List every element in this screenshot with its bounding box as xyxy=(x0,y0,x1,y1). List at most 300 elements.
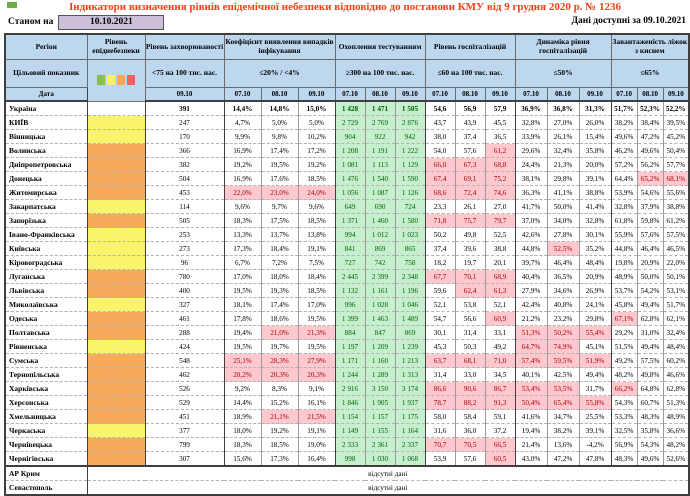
table-row xyxy=(5,382,689,396)
beds-value-cell: 19,8% xyxy=(611,256,637,270)
region-cell: Севастополь xyxy=(5,481,87,496)
hosp-value-cell: 58,4 xyxy=(455,410,485,424)
pos-value-cell: 9,2% xyxy=(224,382,261,396)
table-row xyxy=(5,452,689,467)
beds-value-cell: 31,0% xyxy=(637,326,663,340)
data-available-date: 09.10.2021 xyxy=(643,16,686,26)
beds-value-cell: 49,6% xyxy=(637,452,663,467)
region-cell: Закарпатська xyxy=(5,200,87,214)
beds-value-cell: 57,6% xyxy=(637,228,663,242)
region-cell: Хмельницька xyxy=(5,410,87,424)
hosp-value-cell: 33,1 xyxy=(485,326,515,340)
table-row xyxy=(5,284,689,298)
level-cell xyxy=(87,452,145,467)
pos-value-cell: 18,5% xyxy=(298,214,335,228)
test-value-cell: 942 xyxy=(395,130,425,144)
test-value-cell: 1 157 xyxy=(365,410,395,424)
test-value-cell: 1 129 xyxy=(395,158,425,172)
dyn-value-cell: 24,1% xyxy=(579,298,611,312)
beds-value-cell: 62,1% xyxy=(663,312,689,326)
header-group-level: Рівень епіднебезпеки xyxy=(87,34,145,60)
dyn-value-cell: 48,4% xyxy=(579,256,611,270)
level-cell xyxy=(87,200,145,214)
beds-value-cell: 38,4% xyxy=(637,116,663,130)
beds-value-cell: 49,2% xyxy=(611,354,637,368)
pos-value-cell: 22,0% xyxy=(224,186,261,200)
hosp-value-cell: 58,0 xyxy=(425,410,455,424)
hosp-value-cell: 34,5 xyxy=(485,368,515,382)
hosp-value-cell: 57,6 xyxy=(455,452,485,467)
pos-value-cell: 8,3% xyxy=(261,382,298,396)
beds-value-cell: 48,2% xyxy=(663,438,689,452)
cases-cell: 307 xyxy=(145,452,224,467)
region-cell: Херсонська xyxy=(5,396,87,410)
dyn-value-cell: 38,1% xyxy=(515,172,547,186)
table-body xyxy=(5,101,689,495)
beds-value-cell: 45,8% xyxy=(611,298,637,312)
date-cell: 07.10 xyxy=(224,88,261,102)
test-value-cell: 2 399 xyxy=(365,270,395,284)
test-value-cell: 1 239 xyxy=(395,340,425,354)
no-data-cell: відсутні дані xyxy=(87,466,689,481)
dyn-value-cell: 65,4% xyxy=(547,396,579,410)
pos-value-cell: 7,2% xyxy=(261,256,298,270)
test-value-cell: 1 175 xyxy=(395,410,425,424)
pos-value-cell: 17,3% xyxy=(261,452,298,467)
table-row xyxy=(5,270,689,284)
hosp-value-cell: 53,8 xyxy=(455,298,485,312)
pos-value-cell: 19,1% xyxy=(298,424,335,438)
pos-value-cell: 28,3% xyxy=(261,354,298,368)
test-value-cell: 1 937 xyxy=(395,396,425,410)
beds-value-cell: 55,6% xyxy=(663,186,689,200)
region-cell: Чернігівська xyxy=(5,452,87,467)
test-value-cell: 1 030 xyxy=(365,452,395,467)
table-row xyxy=(5,424,689,438)
test-value-cell: 1 428 xyxy=(335,101,365,116)
pos-value-cell: 18,3% xyxy=(224,214,261,228)
pos-value-cell: 13,8% xyxy=(298,228,335,242)
pos-value-cell: 14,4% xyxy=(224,396,261,410)
pos-value-cell: 16,9% xyxy=(224,172,261,186)
region-header: Регіон xyxy=(5,34,87,60)
test-value-cell: 1 196 xyxy=(395,284,425,298)
test-value-cell: 1 160 xyxy=(365,354,395,368)
pos-value-cell: 19,5% xyxy=(261,158,298,172)
hosp-value-cell: 43,9 xyxy=(455,116,485,130)
table-row-no-data xyxy=(5,466,689,481)
hosp-value-cell: 68,6 xyxy=(425,186,455,200)
test-value-cell: 1 113 xyxy=(365,158,395,172)
level-cell xyxy=(87,368,145,382)
test-value-cell: 1 028 xyxy=(365,298,395,312)
beds-value-cell: 32,5% xyxy=(611,424,637,438)
region-cell: Дніпропетровська xyxy=(5,158,87,172)
hosp-value-cell: 19,7 xyxy=(455,256,485,270)
test-value-cell: 1 197 xyxy=(335,340,365,354)
test-value-cell: 1 460 xyxy=(365,214,395,228)
test-value-cell: 1 476 xyxy=(335,172,365,186)
region-cell: Миколаївська xyxy=(5,298,87,312)
dyn-value-cell: 40,1% xyxy=(515,368,547,382)
pos-value-cell: 15,0% xyxy=(298,101,335,116)
table-row xyxy=(5,186,689,200)
cases-cell: 526 xyxy=(145,382,224,396)
test-value-cell: 2 729 xyxy=(335,116,365,130)
beds-value-cell: 57,2% xyxy=(611,158,637,172)
hosp-value-cell: 37,4 xyxy=(425,242,455,256)
pos-value-cell: 21,0% xyxy=(261,326,298,340)
test-value-cell: 1 489 xyxy=(395,312,425,326)
level-cell xyxy=(87,144,145,158)
beds-value-cell: 68,1% xyxy=(663,172,689,186)
header-group-hosp: Рівень госпіталізацій xyxy=(425,34,515,60)
beds-value-cell: 54,3% xyxy=(637,438,663,452)
test-value-cell: 2 333 xyxy=(335,438,365,452)
beds-value-cell: 46,6% xyxy=(663,368,689,382)
dyn-value-cell: 29,8% xyxy=(579,312,611,326)
hosp-value-cell: 56,6 xyxy=(455,312,485,326)
date-cell: 08.10 xyxy=(637,88,663,102)
level-cell xyxy=(87,298,145,312)
cases-cell: 273 xyxy=(145,242,224,256)
cases-cell: 548 xyxy=(145,354,224,368)
hosp-value-cell: 39,6 xyxy=(455,242,485,256)
dyn-value-cell: 27,9% xyxy=(515,284,547,298)
beds-value-cell: 50,1% xyxy=(663,270,689,284)
table-row xyxy=(5,228,689,242)
pos-value-cell: 10,2% xyxy=(298,130,335,144)
beds-value-cell: 61,8% xyxy=(611,214,637,228)
level-legend xyxy=(87,60,145,102)
pos-value-cell: 7,5% xyxy=(298,256,335,270)
hosp-value-cell: 33,0 xyxy=(455,368,485,382)
beds-value-cell: 57,7% xyxy=(663,158,689,172)
hosp-value-cell: 60,5 xyxy=(485,452,515,467)
dyn-value-cell: 27,0% xyxy=(547,116,579,130)
status-bar xyxy=(8,15,686,31)
beds-value-cell: 53,1% xyxy=(663,284,689,298)
level-cell xyxy=(87,438,145,452)
cases-cell: 377 xyxy=(145,424,224,438)
pos-value-cell: 18,1% xyxy=(224,298,261,312)
table-row xyxy=(5,340,689,354)
beds-value-cell: 54,3% xyxy=(611,396,637,410)
dyn-value-cell: 49,4% xyxy=(579,368,611,382)
hosp-value-cell: 69,1 xyxy=(455,172,485,186)
dyn-value-cell: 38,8% xyxy=(579,186,611,200)
region-cell: Україна xyxy=(5,101,87,116)
table-row xyxy=(5,298,689,312)
level-cell xyxy=(87,101,145,116)
dyn-value-cell: 36,5% xyxy=(547,270,579,284)
cases-cell: 253 xyxy=(145,228,224,242)
corner-marker-icon xyxy=(7,2,17,8)
dyn-value-cell: 74,9% xyxy=(547,340,579,354)
test-value-cell: 1 161 xyxy=(365,284,395,298)
pos-value-cell: 9,9% xyxy=(224,130,261,144)
beds-value-cell: 54,2% xyxy=(637,284,663,298)
test-value-cell: 1 289 xyxy=(365,368,395,382)
dyn-value-cell: 20,0% xyxy=(579,158,611,172)
beds-value-cell: 59,8% xyxy=(637,214,663,228)
hosp-value-cell: 36,0 xyxy=(455,424,485,438)
hosp-value-cell: 60,9 xyxy=(485,312,515,326)
beds-value-cell: 20,9% xyxy=(637,256,663,270)
pos-value-cell: 16,4% xyxy=(298,452,335,467)
hosp-value-cell: 45,5 xyxy=(485,116,515,130)
level-cell xyxy=(87,396,145,410)
beds-value-cell: 52,6% xyxy=(663,452,689,467)
table-row xyxy=(5,242,689,256)
dyn-value-cell: 50,4% xyxy=(515,396,547,410)
hosp-value-cell: 53,9 xyxy=(425,452,455,467)
dyn-value-cell: 47,8% xyxy=(579,452,611,467)
dyn-value-cell: 50,0% xyxy=(547,200,579,214)
beds-value-cell: 56,2% xyxy=(637,158,663,172)
hosp-value-cell: 88,2 xyxy=(455,396,485,410)
level-cell xyxy=(87,410,145,424)
header-group-test: Охоплення тестуванням xyxy=(335,34,425,60)
header-group-dyn: Динаміка рівня госпіталізацій xyxy=(515,34,611,60)
target-cases: <75 на 100 тис. нас. xyxy=(145,60,224,88)
level-legend-swatch xyxy=(107,75,115,85)
indicator-table xyxy=(4,33,690,496)
beds-value-cell: 48,9% xyxy=(663,410,689,424)
table-header xyxy=(5,34,689,101)
dyn-value-cell: 39,1% xyxy=(579,424,611,438)
hosp-value-cell: 54,0 xyxy=(425,144,455,158)
pos-value-cell: 17,6% xyxy=(261,172,298,186)
date-cell: 09.10 xyxy=(485,88,515,102)
region-cell: Львівська xyxy=(5,284,87,298)
region-cell: Івано-Франківська xyxy=(5,228,87,242)
data-available xyxy=(572,16,687,26)
dyn-value-cell: 39,1% xyxy=(579,172,611,186)
table-row xyxy=(5,144,689,158)
beds-value-cell: 50,4% xyxy=(663,144,689,158)
dyn-value-cell: 36,9% xyxy=(515,101,547,116)
pos-value-cell: 5,0% xyxy=(298,116,335,130)
test-value-cell: 2 348 xyxy=(395,270,425,284)
table-row xyxy=(5,172,689,186)
beds-value-cell: 65,2% xyxy=(637,172,663,186)
dyn-value-cell: 29,6% xyxy=(515,144,547,158)
no-data-cell: відсутні дані xyxy=(87,481,689,496)
pos-value-cell: 9,1% xyxy=(298,382,335,396)
level-cell xyxy=(87,186,145,200)
beds-value-cell: 46,5% xyxy=(663,242,689,256)
hosp-value-cell: 71,8 xyxy=(425,214,455,228)
dyn-value-cell: -4,2% xyxy=(579,438,611,452)
region-cell: Вінницька xyxy=(5,130,87,144)
date-cell: 09.10 xyxy=(663,88,689,102)
hosp-value-cell: 86,6 xyxy=(425,382,455,396)
pos-value-cell: 18,5% xyxy=(298,284,335,298)
pos-value-cell: 18,0% xyxy=(224,424,261,438)
dyn-value-cell: 32,8% xyxy=(579,214,611,228)
beds-value-cell: 44,8% xyxy=(611,242,637,256)
pos-value-cell: 16,1% xyxy=(298,396,335,410)
beds-value-cell: 36,6% xyxy=(663,424,689,438)
hosp-value-cell: 54,6 xyxy=(425,101,455,116)
region-cell: Рівненська xyxy=(5,340,87,354)
hosp-value-cell: 36,5 xyxy=(485,130,515,144)
pos-value-cell: 18,3% xyxy=(224,438,261,452)
region-cell: Харківська xyxy=(5,382,87,396)
level-cell xyxy=(87,214,145,228)
pos-value-cell: 17,5% xyxy=(261,214,298,228)
pos-value-cell: 4,7% xyxy=(224,116,261,130)
beds-value-cell: 64,4% xyxy=(611,172,637,186)
table-row xyxy=(5,116,689,130)
header-row-targets xyxy=(5,60,689,88)
test-value-cell: 1 164 xyxy=(395,424,425,438)
pos-value-cell: 20,2% xyxy=(224,368,261,382)
region-cell: Тернопільська xyxy=(5,368,87,382)
pos-value-cell: 5,0% xyxy=(261,116,298,130)
beds-value-cell: 57,5% xyxy=(637,354,663,368)
cases-cell: 327 xyxy=(145,298,224,312)
dyn-value-cell: 51,9% xyxy=(579,354,611,368)
dyn-value-cell: 45,1% xyxy=(579,340,611,354)
test-value-cell: 1 056 xyxy=(335,186,365,200)
hosp-value-cell: 31,4 xyxy=(425,368,455,382)
dyn-value-cell: 40,8% xyxy=(547,298,579,312)
beds-value-cell: 48,3% xyxy=(637,410,663,424)
beds-value-cell: 57,5% xyxy=(663,228,689,242)
date-cell: 08.10 xyxy=(547,88,579,102)
test-value-cell: 1 580 xyxy=(395,214,425,228)
pos-value-cell: 27,9% xyxy=(298,354,335,368)
cases-cell: 170 xyxy=(145,130,224,144)
beds-value-cell: 50,0% xyxy=(637,270,663,284)
data-available-label: Дані доступні за xyxy=(571,16,641,26)
hosp-value-cell: 38,0 xyxy=(425,130,455,144)
cases-cell: 529 xyxy=(145,396,224,410)
test-value-cell: 996 xyxy=(335,298,365,312)
level-legend-swatch xyxy=(127,75,135,85)
dyn-value-cell: 57,4% xyxy=(515,354,547,368)
beds-value-cell: 46,4% xyxy=(637,242,663,256)
dyn-value-cell: 30,1% xyxy=(579,228,611,242)
pos-value-cell: 14,4% xyxy=(224,101,261,116)
dyn-value-cell: 34,0% xyxy=(547,214,579,228)
dyn-value-cell: 50,2% xyxy=(547,326,579,340)
test-value-cell: 1 213 xyxy=(395,354,425,368)
dyn-value-cell: 34,7% xyxy=(547,410,579,424)
hosp-value-cell: 61,2 xyxy=(485,144,515,158)
pos-value-cell: 19,5% xyxy=(298,340,335,354)
dyn-value-cell: 32,8% xyxy=(515,116,547,130)
hosp-value-cell: 52,1 xyxy=(425,298,455,312)
hosp-value-cell: 90,6 xyxy=(455,382,485,396)
pos-value-cell: 21,1% xyxy=(261,410,298,424)
beds-value-cell: 56,9% xyxy=(611,438,637,452)
pos-value-cell: 24,0% xyxy=(298,186,335,200)
test-value-cell: 2 769 xyxy=(365,116,395,130)
target-test: ≥300 на 100 тис. нас. xyxy=(335,60,425,88)
region-cell: Чернівецька xyxy=(5,438,87,452)
table-row xyxy=(5,158,689,172)
level-cell xyxy=(87,354,145,368)
beds-value-cell: 62,8% xyxy=(637,312,663,326)
region-cell: Черкаська xyxy=(5,424,87,438)
hosp-value-cell: 59,1 xyxy=(485,410,515,424)
table-row xyxy=(5,410,689,424)
dyn-value-cell: 31,7% xyxy=(579,382,611,396)
dyn-value-cell: 55,8% xyxy=(579,396,611,410)
dyn-value-cell: 24,4% xyxy=(515,158,547,172)
hosp-value-cell: 67,7 xyxy=(425,270,455,284)
cases-cell: 288 xyxy=(145,326,224,340)
table-row xyxy=(5,396,689,410)
beds-value-cell: 52,3% xyxy=(637,101,663,116)
table-row xyxy=(5,438,689,452)
beds-value-cell: 48,9% xyxy=(611,270,637,284)
pos-value-cell: 19,4% xyxy=(224,326,261,340)
dyn-value-cell: 21,2% xyxy=(515,312,547,326)
dyn-value-cell: 26,1% xyxy=(547,130,579,144)
hosp-value-cell: 50,2 xyxy=(425,228,455,242)
level-cell xyxy=(87,312,145,326)
pos-value-cell: 19,5% xyxy=(298,312,335,326)
hosp-value-cell: 63,7 xyxy=(425,354,455,368)
beds-value-cell: 48,4% xyxy=(663,340,689,354)
test-value-cell: 1 505 xyxy=(395,101,425,116)
hosp-value-cell: 20,1 xyxy=(485,256,515,270)
region-cell: Полтавська xyxy=(5,326,87,340)
dyn-value-cell: 37,0% xyxy=(515,214,547,228)
beds-value-cell: 39,5% xyxy=(663,116,689,130)
hosp-value-cell: 75,2 xyxy=(485,172,515,186)
target-beds: ≤65% xyxy=(611,60,689,88)
pos-value-cell: 19,5% xyxy=(224,340,261,354)
header-group-beds: Завантаженість ліжок з киснем xyxy=(611,34,689,60)
date-cell: 09.10 xyxy=(395,88,425,102)
date-cell: 07.10 xyxy=(515,88,547,102)
dyn-value-cell: 33,9% xyxy=(515,130,547,144)
hosp-value-cell: 57,6 xyxy=(455,144,485,158)
beds-value-cell: 55,9% xyxy=(611,228,637,242)
test-value-cell: 690 xyxy=(365,200,395,214)
pos-value-cell: 17,2% xyxy=(298,144,335,158)
test-value-cell: 1 087 xyxy=(365,186,395,200)
hosp-value-cell: 78,7 xyxy=(425,396,455,410)
test-value-cell: 1 313 xyxy=(395,368,425,382)
test-value-cell: 1 155 xyxy=(365,424,395,438)
hosp-value-cell: 59,6 xyxy=(425,284,455,298)
dyn-value-cell: 41,7% xyxy=(515,200,547,214)
pos-value-cell: 19,2% xyxy=(261,424,298,438)
dyn-value-cell: 26,0% xyxy=(579,116,611,130)
dyn-value-cell: 53,5% xyxy=(547,382,579,396)
test-value-cell: 724 xyxy=(395,200,425,214)
dyn-value-cell: 42,4% xyxy=(515,298,547,312)
beds-value-cell: 46,2% xyxy=(611,144,637,158)
hosp-value-cell: 23,3 xyxy=(425,200,455,214)
beds-value-cell: 51,7% xyxy=(611,101,637,116)
dyn-value-cell: 53,4% xyxy=(515,382,547,396)
pos-value-cell: 19,5% xyxy=(224,284,261,298)
target-header: Цільовий показник xyxy=(5,60,87,88)
beds-value-cell: 60,2% xyxy=(663,354,689,368)
cases-cell: 461 xyxy=(145,312,224,326)
hosp-value-cell: 31,4 xyxy=(455,326,485,340)
table-row xyxy=(5,312,689,326)
level-cell xyxy=(87,130,145,144)
test-value-cell: 649 xyxy=(335,200,365,214)
